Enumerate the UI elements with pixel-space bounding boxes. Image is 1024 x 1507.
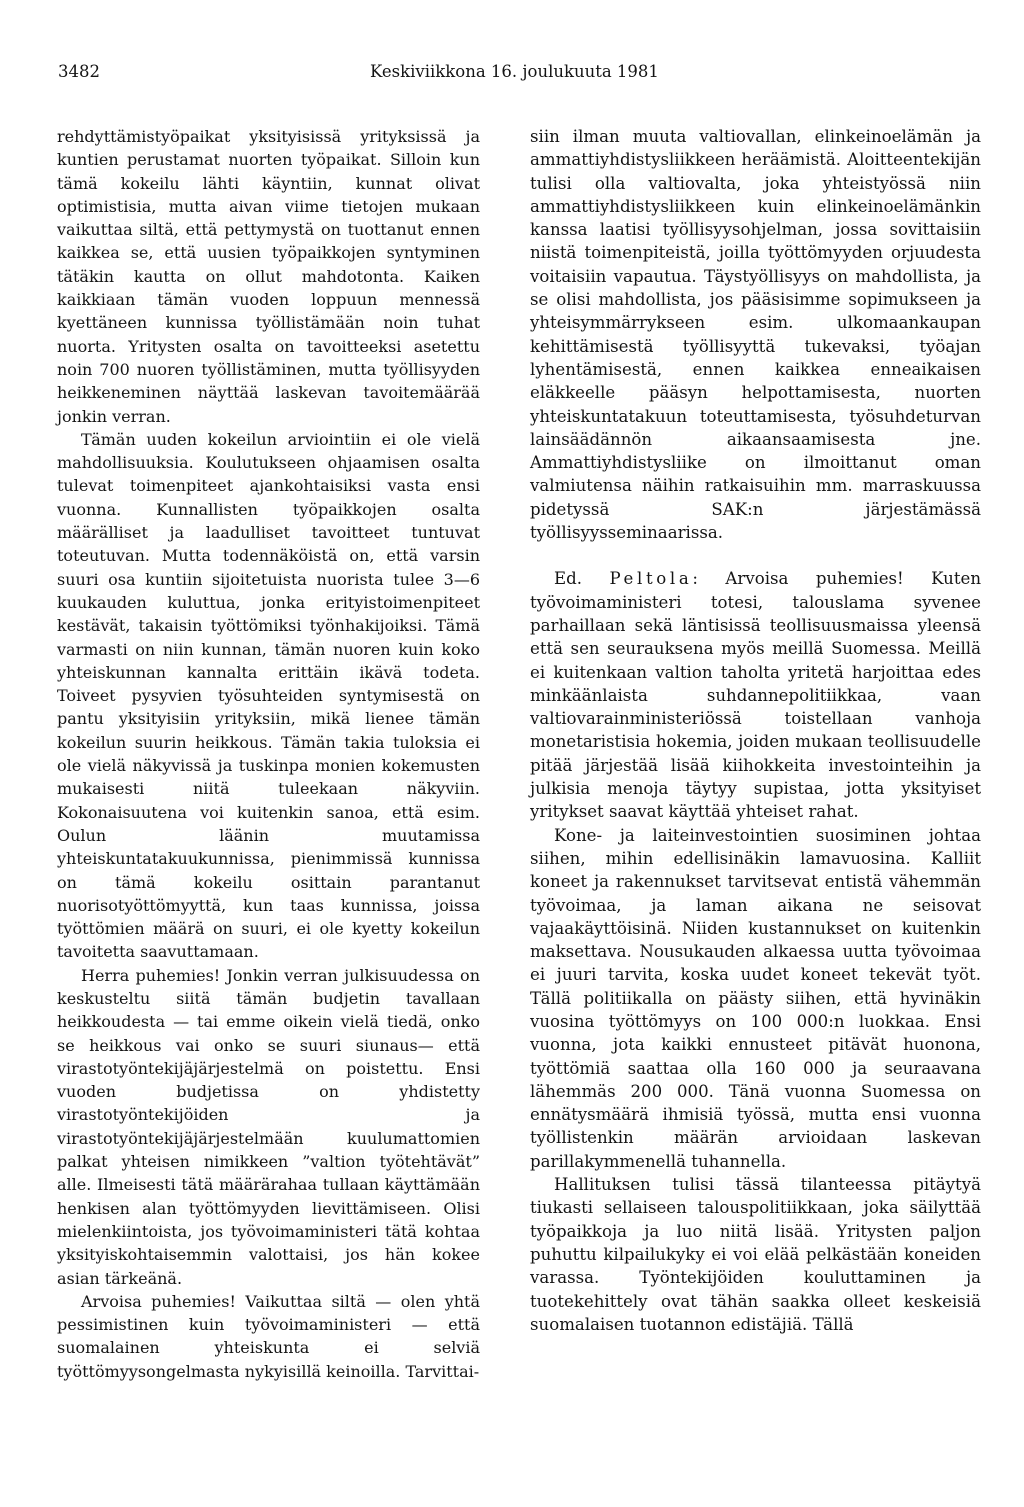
running-head: Keskiviikkona 16. joulukuuta 1981	[370, 62, 659, 81]
speech-text: : Arvoisa puhemies! Kuten työvoimaministeri totesi, talouslama syvenee parhaillaan sekä läntisissä teollisuusmaissa yleensä että sen seurauksena myös meillä Suomessa. Meillä ei kuitenkaan valtion taholta yritetä harjoittaa edes minkäänlaista suhdannepolitiikkaa, vaan valtiovarainministeriössä toistellaan vanhoja monetaristisia hokemia, joiden mukaan teollisuudelle pitää järjestää lisää kiihokkeita investointeihin ja julkisia menoja täytyy supistaa, jotta yksityiset yritykset saavat käyttää yhteiset rahat.	[530, 569, 982, 822]
speaker-name: Peltola	[609, 569, 693, 589]
left-paragraph-2: Tämän uuden kokeilun arviointiin ei ole vielä mahdollisuuksia. Koulutukseen ohjaamisen osalta tulevat toimenpiteet ajankohtaisiksi vasta ensi vuonna. Kunnallisten työpaikkojen osalta määrälliset ja laadulliset tavoitteet tuntuvat toteutuvan. Mutta todennäköistä on, että varsin suuri osa kuntiin sijoitetuista nuorista tulee 3—6 kuukauden kuluttua, jonka erityistoimenpiteet kestävät, takaisin työttömiksi työnhakijoiksi. Tämä varmasti on niin kunnan, tämän nuoren kuin koko yhteiskunnan kannalta erittäin ikävä todeta. Toiveet pysyvien työsuhteiden syntymisestä on pantu yksityisiin yrityksiin, mikä lienee tämän kokeilun suurin heikkous. Tämän takia tuloksia ei ole vielä näkyvissä ja tuskinpa monien kokemusten mukaisesti niitä tuleekaan näkyviin. Kokonaisuutena voi kuitenkin sanoa, että esim. Oulun läänin muutamissa yhteiskuntatakuukunnissa, pienimmissä kunnissa on tämä kokeilu osittain parantanut nuorisotyöttömyyttä, kun taas kunnissa, joissa työttömien määrä on suuri, ei ole kyetty kokeilun tavoitetta saavuttamaan.	[57, 429, 480, 962]
left-paragraph-3: Herra puhemies! Jonkin verran julkisuudessa on keskusteltu siitä tämän budjetin tavallaan heikkoudesta — tai emme oikein vielä tiedä, onko se heikkous vai onko se suuri siunaus— että virastotyöntekijäjärjestelmä on poistettu. Ensi vuoden budjetissa on yhdistetty virastotyöntekijöiden ja virastotyöntekijäjärjestelmään kuulumattomien palkat yhteisen nimikkeen ”valtion työtehtävät” alle. Ilmeisesti tätä määrärahaa tullaan käyttämään henkisen alan työttömyyden lievittämiseen. Olisi mielenkiintoista, jos työvoimaministeri tätä kohtaa yksityiskohtaisemmin valottaisi, jos hän kokee asian tärkeänä.	[57, 965, 480, 1288]
left-paragraph-4: Arvoisa puhemies! Vaikuttaa siltä — olen yhtä pessimistinen kuin työvoimaministeri — että suomalainen yhteiskunta ei selviä työttömyysongelmasta nykyisillä keinoilla. Tarvittai-	[57, 1291, 480, 1381]
speech-paragraph-2: Kone- ja laiteinvestointien suosiminen johtaa siihen, mihin edellisinäkin lamavuosina. Kalliit koneet ja rakennukset tarvitsevat entistä vähemmän työvoimaa, ja laman aikana ne seisovat vajaakäyttöisinä. Niiden kustannukset on kuitenkin maksettava. Nousukauden alkaessa uutta työvoimaa ei juuri tarvita, koska uudet koneet tekevät työt. Tällä politiikalla on päästy siihen, että hyvinäkin vuosina työttömyys on 100 000:n luokkaa. Ensi vuonna, jota kaikki ennusteet pitävät huonona, työttömiä saattaa olla 160 000 ja seuraavana lähemmäs 200 000. Tänä vuonna Suomessa on ennätysmäärä ihmisiä työssä, mutta ensi vuonna työllistenkin määrän arvioidaan laskevan parillakymmenellä tuhannella.	[530, 825, 981, 1171]
right-column	[530, 125, 981, 1336]
page-number: 3482	[58, 62, 100, 81]
speaker-title: Ed.	[554, 569, 583, 589]
left-paragraph-1: rehdyttämistyöpaikat yksityisissä yrityksissä ja kuntien perustamat nuorten työpaikat. Silloin kun tämä kokeilu lähti käyntiin, kunnat olivat optimistisia, mutta aivan viime tietojen mukaan vaikuttaa siltä, että pettymystä on tuottanut ennen kaikkea se, että uusien työpaikkojen syntyminen tätäkin kautta on ollut mahdotonta. Kaiken kaikkiaan tämän vuoden loppuun mennessä kyettäneen kunnissa työllistämään noin tuhat nuorta. Yritysten osalta on tavoitteeksi asetettu noin 700 nuoren työllistäminen, mutta työllisyyden heikkeneminen näyttää laskevan tavoitemäärää jonkin verran.	[57, 127, 480, 426]
page-header	[0, 62, 1024, 86]
right-paragraph-1: siin ilman muuta valtiovallan, elinkeinoelämän ja ammattiyhdistysliikkeen heräämistä. Aloitteentekijän tulisi olla valtiovalta, joka yhteistyössä niin ammattiyhdistysliikkeen kuin elinkeinoelämänkin kanssa laatisi työllisyysohjelman, jossa sovittaisiin niistä toimenpiteistä, joilla työttömyyden orjuudesta voitaisiin vapautua. Täystyöllisyys on mahdollista, ja se olisi mahdollista, jos pääsisimme sopimukseen ja yhteisymmärrykseen esim. ulkomaankaupan kehittämisestä työllisyyttä tukevaksi, työajan lyhentämisestä, ennen kaikkea enneaikaisen eläkkeelle pääsyn helpottamisesta, nuorten yhteiskuntatakuun toteuttamisesta, työsuhdeturvan lainsäädännön aikaansaamisesta jne. Ammattiyhdistysliike on ilmoittanut oman valmiutensa näihin ratkaisuihin mm. marraskuussa pidetyssä SAK:n järjestämässä työllisyysseminaarissa.	[530, 127, 981, 543]
speech-paragraph-1	[530, 567, 981, 823]
speech-paragraph-3: Hallituksen tulisi tässä tilanteessa pitäytyä tiukasti sellaiseen talouspolitiikkaan, joka säilyttää työpaikkoja ja luo niitä lisää. Yritysten paljon puhuttu kilpailukyky ei voi elää pelkästään koneiden varassa. Työntekijöiden kouluttaminen ja tuotekehittely ovat tähän saakka olleet keskeisiä suomalaisen tuotannon edistäjiä. Tällä	[530, 1175, 981, 1334]
left-column	[57, 125, 480, 1383]
